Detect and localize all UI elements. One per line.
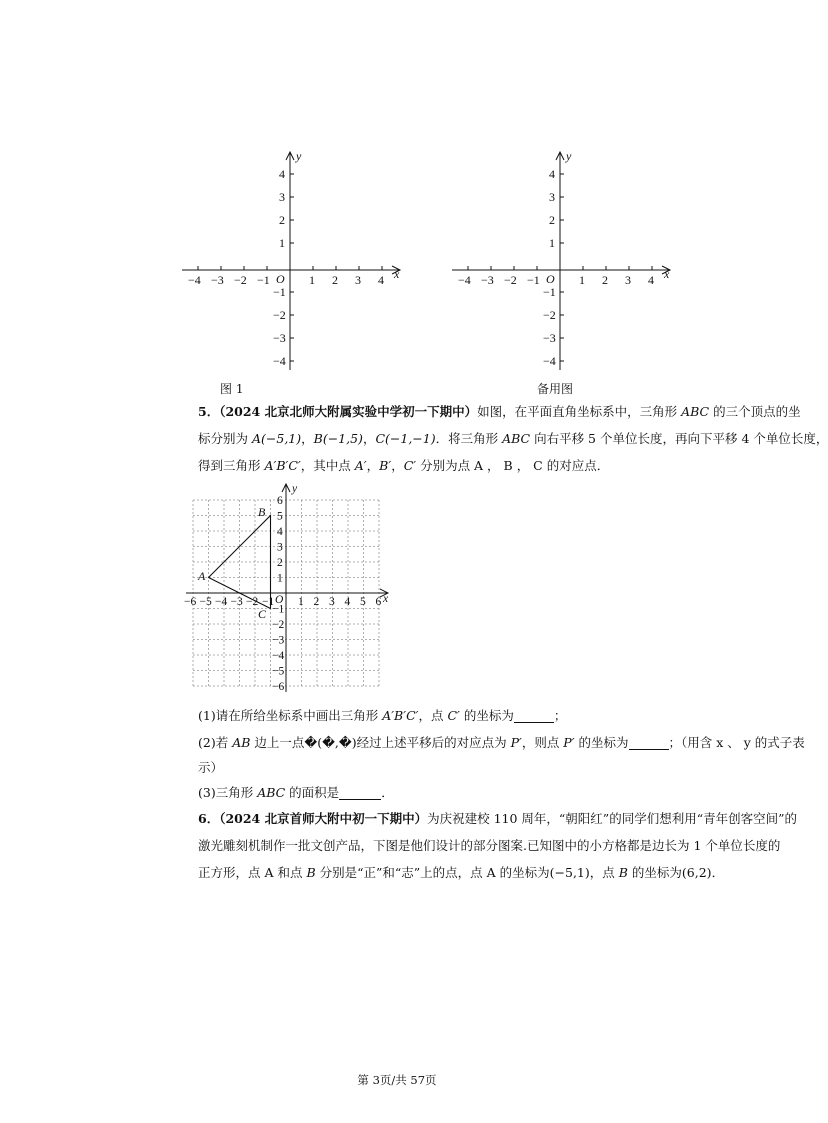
point-b-coordinate: B(−1,5) bbox=[313, 431, 363, 446]
question-text: 的面积是 bbox=[285, 785, 340, 800]
triangle-name: ABC bbox=[681, 404, 710, 419]
answer-blank-3[interactable] bbox=[339, 785, 381, 800]
x-tick: −2 bbox=[504, 273, 517, 287]
y-axis-label: y bbox=[296, 149, 302, 163]
triangle-name: ABC bbox=[257, 785, 286, 800]
y-axis-label: y bbox=[566, 149, 572, 163]
sub-question-3 bbox=[198, 779, 394, 806]
y-axis-label: y bbox=[292, 483, 298, 495]
question-text: ； bbox=[553, 708, 567, 723]
separator: ， bbox=[391, 458, 404, 473]
point-b-coordinate: (6,2) bbox=[681, 865, 712, 880]
question-text: 分别为点 A ， B ， C 的对应点． bbox=[416, 458, 610, 473]
y-tick: 6 bbox=[277, 495, 283, 507]
x-tick: −5 bbox=[199, 596, 212, 608]
answer-blank-2[interactable] bbox=[629, 735, 669, 750]
x-tick: 4 bbox=[378, 273, 384, 287]
separator: ， bbox=[362, 431, 376, 446]
x-axis-label: x bbox=[394, 267, 400, 281]
question-6-line-3 bbox=[198, 859, 724, 886]
question-text: 为庆祝建校 110 周年，“朝阳红”的同学们想利用“青年创客空间”的 bbox=[427, 811, 797, 826]
question-number: 5． bbox=[198, 404, 220, 419]
x-tick: −1 bbox=[527, 273, 540, 287]
x-tick: 3 bbox=[355, 273, 361, 287]
coordinate-graph-1 bbox=[178, 148, 410, 374]
segment-name: AB bbox=[232, 735, 251, 750]
point-c-label: C bbox=[258, 607, 267, 621]
y-tick: −1 bbox=[272, 603, 285, 616]
x-tick: 3 bbox=[625, 273, 631, 287]
x-tick: −3 bbox=[230, 596, 243, 608]
y-tick: 2 bbox=[279, 213, 285, 227]
y-tick: 3 bbox=[549, 190, 555, 204]
x-tick: −3 bbox=[481, 273, 494, 287]
graph-2-caption: 备用图 bbox=[537, 382, 574, 396]
question-5-line-3 bbox=[198, 452, 609, 479]
question-text: 如图，在平面直角坐标系中，三角形 bbox=[477, 404, 682, 419]
question-text: 的坐标为 bbox=[574, 735, 629, 750]
x-tick: 2 bbox=[313, 596, 320, 608]
x-axis-label: x bbox=[664, 267, 670, 281]
answer-blank-1[interactable] bbox=[514, 708, 554, 723]
point-p-prime: P′ bbox=[510, 735, 522, 750]
question-text: 边上一点 bbox=[250, 735, 305, 750]
x-tick: 2 bbox=[332, 273, 338, 287]
x-tick: 6 bbox=[375, 596, 382, 608]
y-tick: −4 bbox=[272, 650, 285, 662]
x-tick: 5 bbox=[360, 596, 366, 608]
y-tick: 5 bbox=[277, 510, 283, 523]
y-tick: −1 bbox=[273, 285, 286, 299]
y-tick: −2 bbox=[272, 619, 285, 631]
y-tick: −2 bbox=[273, 308, 286, 322]
y-tick: −3 bbox=[272, 634, 285, 647]
question-text: 标分别为 bbox=[198, 431, 252, 446]
point-c-coordinate: C(−1,−1) bbox=[375, 431, 436, 446]
question-6-line-2: 激光雕刻机制作一批文创产品，下图是他们设计的部分图案.已知图中的小方格都是边长为 1 个单位长度的 bbox=[198, 838, 781, 853]
question-5-line-2 bbox=[198, 425, 828, 452]
origin-label: O bbox=[546, 272, 555, 286]
y-tick: −6 bbox=[272, 681, 285, 693]
x-tick: −1 bbox=[262, 596, 275, 608]
y-tick: 3 bbox=[277, 541, 283, 554]
question-text: 的坐标为 bbox=[627, 865, 682, 880]
question-text: 得到三角形 bbox=[198, 458, 265, 473]
point-a-coordinate: (−5,1) bbox=[549, 865, 590, 880]
question-text: ，点 bbox=[418, 708, 448, 723]
question-text: 的三个顶点的坐 bbox=[709, 404, 801, 419]
point-b-name: B bbox=[618, 865, 628, 880]
sub-question-2-cont: 示） bbox=[198, 760, 224, 775]
point-coordinate: �(�,�) bbox=[304, 735, 357, 750]
question-text: 向右平移 5 个单位长度，再向下平移 4 个单位长度， bbox=[530, 431, 828, 446]
point-c-prime: C′ bbox=[447, 708, 460, 723]
question-source: （2024 北京首师大附中初一下期中） bbox=[219, 811, 428, 826]
question-text: ；（用含 x 、 y 的式子表 bbox=[668, 735, 805, 750]
point-a-label: A bbox=[198, 569, 206, 583]
x-tick: 3 bbox=[329, 596, 335, 608]
origin-label: O bbox=[276, 272, 285, 286]
point-c-prime: C′ bbox=[403, 458, 417, 473]
x-tick: −2 bbox=[234, 273, 247, 287]
x-tick: 4 bbox=[344, 596, 351, 608]
y-tick: 4 bbox=[279, 167, 285, 181]
question-text: 正方形，点 A 和点 bbox=[198, 865, 307, 880]
question-6-line-1 bbox=[198, 805, 797, 832]
y-tick: 4 bbox=[549, 167, 555, 181]
question-5-line-1 bbox=[198, 398, 801, 425]
y-tick: −5 bbox=[272, 665, 285, 678]
x-tick: −4 bbox=[215, 596, 228, 608]
y-tick: −4 bbox=[273, 354, 286, 368]
question-source: （2024 北京北师大附属实验中学初一下期中） bbox=[219, 404, 478, 419]
y-tick: 1 bbox=[549, 236, 555, 250]
question-text: ，则点 bbox=[521, 735, 564, 750]
point-a-prime: A′ bbox=[354, 458, 367, 473]
question-text: 分别是“正”和“志”上的点，点 A 的坐标为 bbox=[315, 865, 550, 880]
y-tick: 1 bbox=[277, 572, 283, 585]
separator: ， bbox=[366, 458, 380, 473]
triangle-prime-name: A′B′C′ bbox=[382, 708, 419, 723]
question-text: (1)请在所给坐标系中画出三角形 bbox=[198, 708, 383, 723]
x-tick: −4 bbox=[458, 273, 471, 287]
y-tick: 4 bbox=[277, 526, 283, 538]
y-tick: −3 bbox=[543, 331, 556, 345]
y-tick: −3 bbox=[273, 331, 286, 345]
x-tick: −6 bbox=[184, 596, 197, 608]
graph-1-caption: 图 1 bbox=[220, 382, 244, 396]
x-tick: 1 bbox=[298, 596, 304, 608]
x-tick: −1 bbox=[257, 273, 270, 287]
x-tick: 2 bbox=[602, 273, 608, 287]
question-number: 6． bbox=[198, 811, 220, 826]
x-tick: 1 bbox=[579, 273, 585, 287]
sub-question-1 bbox=[198, 702, 566, 729]
page-footer: 第 3页/共 57页 bbox=[357, 1073, 437, 1087]
point-b-label: B bbox=[258, 505, 266, 519]
point-b-prime: B′ bbox=[379, 458, 392, 473]
question-text: (2)若 bbox=[198, 735, 233, 750]
sub-question-2 bbox=[198, 729, 805, 756]
question-text: (3)三角形 bbox=[198, 785, 258, 800]
question-text: ． bbox=[381, 785, 394, 800]
y-tick: 2 bbox=[277, 557, 283, 569]
y-tick: −4 bbox=[543, 354, 556, 368]
x-tick: 4 bbox=[648, 273, 654, 287]
x-tick: −2 bbox=[246, 596, 259, 608]
y-tick: 1 bbox=[279, 236, 285, 250]
coordinate-graph-2 bbox=[448, 148, 680, 374]
y-tick: −2 bbox=[543, 308, 556, 322]
x-tick: 1 bbox=[309, 273, 315, 287]
point-b-name: B bbox=[306, 865, 316, 880]
question-text: 的坐标为 bbox=[459, 708, 514, 723]
point-a-coordinate: A(−5,1) bbox=[251, 431, 302, 446]
triangle-name: ABC bbox=[502, 431, 531, 446]
y-tick: 2 bbox=[549, 213, 555, 227]
y-tick: −1 bbox=[543, 285, 556, 299]
question-text: ，点 bbox=[589, 865, 619, 880]
point-p-prime: P′ bbox=[563, 735, 575, 750]
separator: ， bbox=[301, 431, 314, 446]
x-tick: −4 bbox=[188, 273, 201, 287]
question-text: ．将三角形 bbox=[435, 431, 503, 446]
origin-label: O bbox=[275, 594, 284, 606]
x-tick: −3 bbox=[211, 273, 224, 287]
grid-coordinate-figure bbox=[178, 480, 398, 694]
x-axis-label: x bbox=[383, 593, 389, 605]
question-text: 经过上述平移后的对应点为 bbox=[356, 735, 511, 750]
y-tick: 3 bbox=[279, 190, 285, 204]
question-text: ，其中点 bbox=[300, 458, 355, 473]
triangle-prime-name: A′B′C′ bbox=[264, 458, 301, 473]
question-text: ． bbox=[711, 865, 725, 880]
